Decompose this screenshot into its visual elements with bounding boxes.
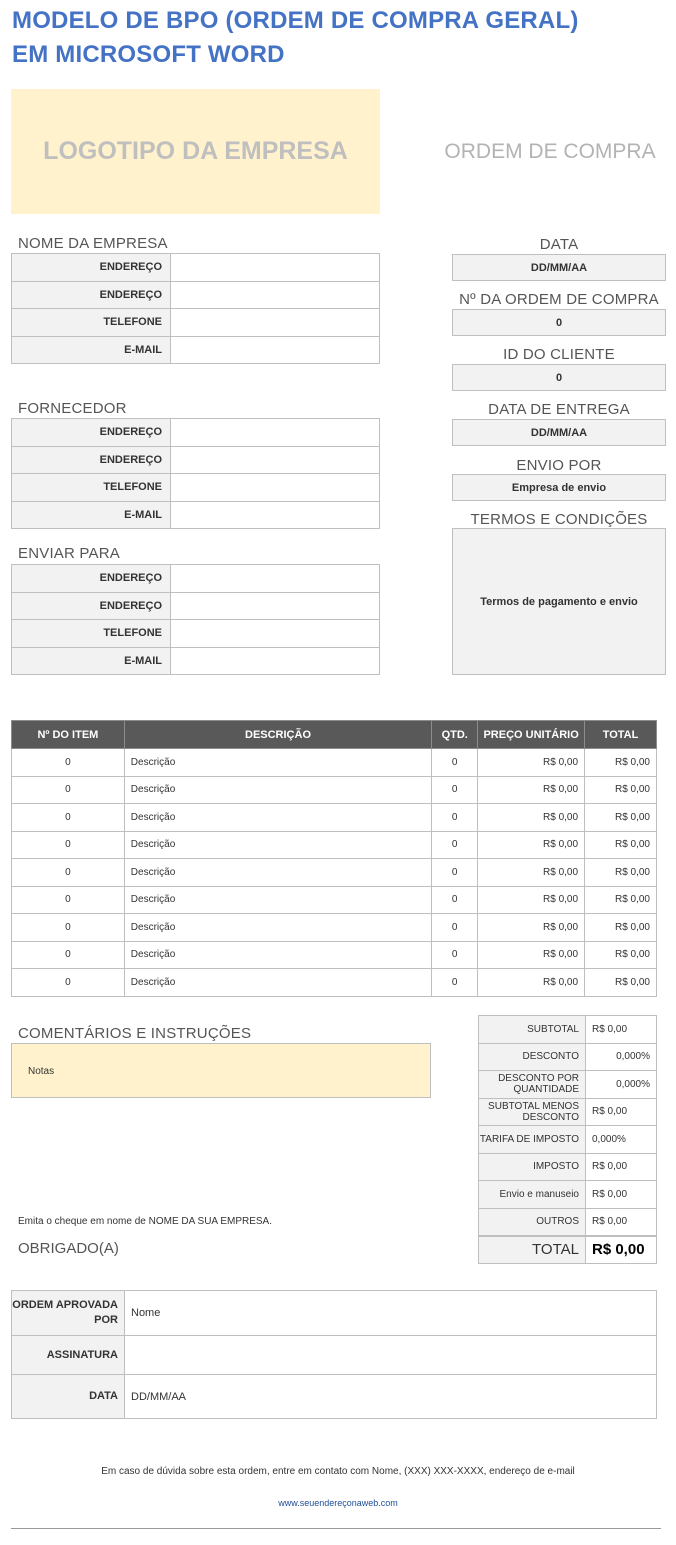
terms-label: TERMOS E CONDIÇÕES (470, 511, 648, 528)
item-number[interactable]: 0 (12, 859, 125, 887)
item-total: R$ 0,00 (585, 886, 657, 914)
email-value[interactable] (171, 336, 380, 364)
address-label: ENDEREÇO (12, 565, 171, 593)
item-number[interactable]: 0 (12, 804, 125, 832)
item-number[interactable]: 0 (12, 969, 125, 997)
address-value[interactable] (171, 419, 380, 447)
item-number[interactable]: 0 (12, 749, 125, 777)
approval-date-field[interactable]: DD/MM/AA (125, 1375, 657, 1419)
item-quantity[interactable]: 0 (432, 749, 478, 777)
phone-value[interactable] (171, 474, 380, 502)
col-unit-price: PREÇO UNITÁRIO (478, 721, 585, 749)
comments-heading: COMENTÁRIOS E INSTRUÇÕES (18, 1025, 252, 1042)
email-label: E-MAIL (12, 647, 171, 675)
tax-value: R$ 0,00 (586, 1153, 657, 1181)
table-row (12, 592, 380, 620)
approval-table (11, 1290, 657, 1419)
company-name-heading: NOME DA EMPRESA (18, 235, 168, 252)
subtotal-value: R$ 0,00 (586, 1016, 657, 1044)
table-row (479, 1153, 657, 1181)
ship-via-field[interactable]: Empresa de envio (452, 474, 666, 501)
vendor-heading: FORNECEDOR (18, 400, 127, 417)
vendor-address-table (11, 418, 380, 529)
item-unit-price[interactable]: R$ 0,00 (478, 804, 585, 832)
logo-text: LOGOTIPO DA EMPRESA (43, 137, 348, 165)
item-unit-price[interactable]: R$ 0,00 (478, 969, 585, 997)
table-row (479, 1043, 657, 1071)
table-row (479, 1236, 657, 1264)
item-quantity[interactable]: 0 (432, 776, 478, 804)
table-row (479, 1208, 657, 1236)
thank-you: OBRIGADO(A) (18, 1240, 119, 1257)
table-row (12, 1291, 657, 1336)
table-row (12, 336, 380, 364)
item-quantity[interactable]: 0 (432, 859, 478, 887)
email-value[interactable] (171, 647, 380, 675)
customer-id-field[interactable]: 0 (452, 364, 666, 391)
qty-discount-label: DESCONTO POR QUANTIDADE (479, 1071, 586, 1099)
shipping-label: Envio e manuseio (479, 1181, 586, 1209)
signature-field[interactable] (125, 1336, 657, 1375)
address-value[interactable] (171, 565, 380, 593)
company-address-table (11, 253, 380, 364)
item-number[interactable]: 0 (12, 886, 125, 914)
address-value[interactable] (171, 254, 380, 282)
address-value[interactable] (171, 281, 380, 309)
delivery-date-field[interactable]: DD/MM/AA (452, 419, 666, 446)
table-row (12, 859, 657, 887)
total-label: TOTAL (479, 1236, 586, 1264)
date-field[interactable]: DD/MM/AA (452, 254, 666, 281)
table-row (12, 281, 380, 309)
table-row (12, 941, 657, 969)
table-row (12, 886, 657, 914)
col-description: DESCRIÇÃO (124, 721, 431, 749)
items-header-row (12, 721, 657, 749)
subtotal-label: SUBTOTAL (479, 1016, 586, 1044)
item-quantity[interactable]: 0 (432, 969, 478, 997)
table-row (12, 969, 657, 997)
customer-id-label: ID DO CLIENTE (503, 346, 615, 363)
items-table (11, 720, 657, 997)
company-logo-placeholder (11, 89, 380, 214)
tax-label: IMPOSTO (479, 1153, 586, 1181)
phone-label: TELEFONE (12, 309, 171, 337)
item-unit-price[interactable]: R$ 0,00 (478, 831, 585, 859)
address-value[interactable] (171, 446, 380, 474)
table-row (12, 565, 380, 593)
email-value[interactable] (171, 501, 380, 529)
col-total: TOTAL (585, 721, 657, 749)
item-quantity[interactable]: 0 (432, 831, 478, 859)
table-row (12, 501, 380, 529)
email-label: E-MAIL (12, 336, 171, 364)
approved-by-field[interactable]: Nome (125, 1291, 657, 1336)
table-row (12, 1336, 657, 1375)
item-total: R$ 0,00 (585, 749, 657, 777)
table-row (12, 254, 380, 282)
table-row (12, 309, 380, 337)
item-quantity[interactable]: 0 (432, 941, 478, 969)
tax-rate-value[interactable]: 0,000% (586, 1126, 657, 1154)
item-description[interactable]: Descrição (124, 749, 431, 777)
terms-field[interactable]: Termos de pagamento e envio (452, 528, 666, 675)
item-number[interactable]: 0 (12, 914, 125, 942)
address-label: ENDEREÇO (12, 254, 171, 282)
table-row (479, 1181, 657, 1209)
table-row (12, 474, 380, 502)
table-row (12, 1375, 657, 1419)
subtotal-less-discount-label: SUBTOTAL MENOS DESCONTO (479, 1098, 586, 1126)
item-quantity[interactable]: 0 (432, 804, 478, 832)
item-quantity[interactable]: 0 (432, 914, 478, 942)
approved-by-label: ORDEM APROVADA POR (12, 1291, 125, 1336)
discount-label: DESCONTO (479, 1043, 586, 1071)
table-row (12, 914, 657, 942)
ship-via-label: ENVIO POR (516, 457, 602, 474)
item-description[interactable]: Descrição (124, 886, 431, 914)
item-description[interactable]: Descrição (124, 776, 431, 804)
item-description[interactable]: Descrição (124, 831, 431, 859)
website-link[interactable]: www.seuendereçonaweb.com (278, 1498, 398, 1508)
address-label: ENDEREÇO (12, 281, 171, 309)
table-row (479, 1098, 657, 1126)
contact-note: Em caso de dúvida sobre esta ordem, entre em contato com Nome, (XXX) XXX-XXXX, endereço de e-mail (101, 1466, 575, 1477)
other-label: OUTROS (479, 1208, 586, 1236)
ship-to-heading: ENVIAR PARA (18, 545, 120, 562)
item-description[interactable]: Descrição (124, 804, 431, 832)
item-number[interactable]: 0 (12, 831, 125, 859)
table-row (12, 647, 380, 675)
item-total: R$ 0,00 (585, 831, 657, 859)
table-row (12, 776, 657, 804)
item-description[interactable]: Descrição (124, 969, 431, 997)
address-label: ENDEREÇO (12, 446, 171, 474)
table-row (12, 804, 657, 832)
table-row (479, 1016, 657, 1044)
delivery-date-label: DATA DE ENTREGA (488, 401, 630, 418)
totals-table (478, 1015, 657, 1264)
tax-rate-label: TARIFA DE IMPOSTO (479, 1126, 586, 1154)
email-label: E-MAIL (12, 501, 171, 529)
title-line-2: EM MICROSOFT WORD (12, 41, 285, 68)
cheque-note: Emita o cheque em nome de NOME DA SUA EMPRESA. (18, 1216, 272, 1227)
item-quantity[interactable]: 0 (432, 886, 478, 914)
item-description[interactable]: Descrição (124, 941, 431, 969)
item-total: R$ 0,00 (585, 914, 657, 942)
purchase-order-title: ORDEM DE COMPRA (444, 140, 656, 163)
item-total: R$ 0,00 (585, 859, 657, 887)
col-quantity: QTD. (432, 721, 478, 749)
item-unit-price[interactable]: R$ 0,00 (478, 914, 585, 942)
item-unit-price[interactable]: R$ 0,00 (478, 859, 585, 887)
notes-field[interactable]: Notas (11, 1043, 431, 1098)
item-unit-price[interactable]: R$ 0,00 (478, 886, 585, 914)
item-total: R$ 0,00 (585, 776, 657, 804)
title-line-1: MODELO DE BPO (ORDEM DE COMPRA GERAL) (12, 7, 579, 34)
approval-date-label: DATA (12, 1375, 125, 1419)
table-row (12, 419, 380, 447)
item-unit-price[interactable]: R$ 0,00 (478, 776, 585, 804)
table-row (12, 446, 380, 474)
po-number-field[interactable]: 0 (452, 309, 666, 336)
discount-value[interactable]: 0,000% (586, 1043, 657, 1071)
other-value[interactable]: R$ 0,00 (586, 1208, 657, 1236)
subtotal-less-discount-value: R$ 0,00 (586, 1098, 657, 1126)
phone-value[interactable] (171, 309, 380, 337)
address-label: ENDEREÇO (12, 592, 171, 620)
table-row (12, 620, 380, 648)
item-description[interactable]: Descrição (124, 859, 431, 887)
page-title (12, 4, 652, 72)
ship-to-address-table (11, 564, 380, 675)
phone-label: TELEFONE (12, 620, 171, 648)
item-total: R$ 0,00 (585, 969, 657, 997)
table-row (479, 1126, 657, 1154)
item-unit-price[interactable]: R$ 0,00 (478, 749, 585, 777)
address-label: ENDEREÇO (12, 419, 171, 447)
col-item-number: Nº DO ITEM (12, 721, 125, 749)
qty-discount-value[interactable]: 0,000% (586, 1071, 657, 1099)
table-row (12, 831, 657, 859)
table-row (12, 749, 657, 777)
item-total: R$ 0,00 (585, 941, 657, 969)
item-number[interactable]: 0 (12, 776, 125, 804)
item-unit-price[interactable]: R$ 0,00 (478, 941, 585, 969)
footer-divider (11, 1528, 661, 1529)
shipping-value[interactable]: R$ 0,00 (586, 1181, 657, 1209)
item-number[interactable]: 0 (12, 941, 125, 969)
address-value[interactable] (171, 592, 380, 620)
phone-value[interactable] (171, 620, 380, 648)
po-number-label: Nº DA ORDEM DE COMPRA (459, 291, 659, 308)
total-value: R$ 0,00 (586, 1236, 657, 1264)
table-row (479, 1071, 657, 1099)
item-total: R$ 0,00 (585, 804, 657, 832)
item-description[interactable]: Descrição (124, 914, 431, 942)
phone-label: TELEFONE (12, 474, 171, 502)
date-label: DATA (539, 236, 579, 253)
signature-label: ASSINATURA (12, 1336, 125, 1375)
